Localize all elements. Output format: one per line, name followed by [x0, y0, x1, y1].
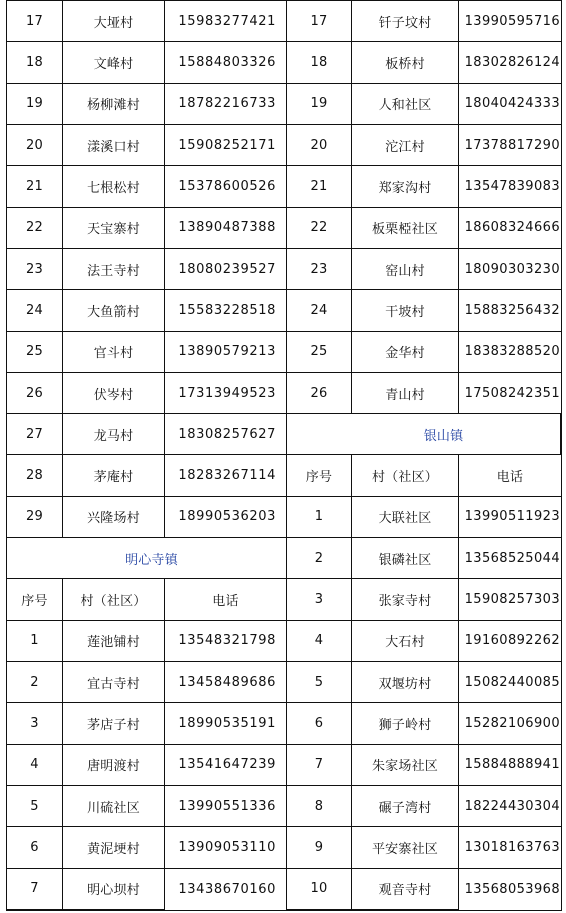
- phone-cell: 18080239527: [165, 249, 287, 290]
- seq-cell: 18: [7, 42, 63, 83]
- village-cell: 银磷社区: [352, 538, 459, 579]
- seq-cell: 25: [7, 332, 63, 373]
- village-cell: 黄泥埂村: [63, 827, 165, 868]
- phone-cell: 13548321798: [165, 621, 287, 662]
- village-cell: 金华村: [352, 332, 459, 373]
- phone-cell: 15884888941: [459, 745, 561, 786]
- seq-cell: 22: [7, 208, 63, 249]
- header-phone: 电话: [165, 579, 287, 620]
- seq-cell: 4: [7, 745, 63, 786]
- seq-cell: 8: [287, 786, 352, 827]
- village-cell: 碾子湾村: [352, 786, 459, 827]
- phone-cell: 15884803326: [165, 42, 287, 83]
- seq-cell: 24: [7, 290, 63, 331]
- phone-cell: 18782216733: [165, 84, 287, 125]
- seq-cell: 20: [7, 125, 63, 166]
- left-table-half: [6, 0, 287, 911]
- phone-cell: 13568525044: [459, 538, 561, 579]
- seq-cell: 2: [287, 538, 352, 579]
- phone-cell: 18040424333: [459, 84, 561, 125]
- seq-cell: 7: [287, 745, 352, 786]
- village-cell: 大联社区: [352, 497, 459, 538]
- village-cell: 龙马村: [63, 414, 165, 455]
- village-cell: 板栗椏社区: [352, 208, 459, 249]
- phone-cell: 15908257303: [459, 579, 561, 620]
- phone-cell: 13990551336: [165, 786, 287, 827]
- village-cell: 明心坝村: [63, 869, 165, 910]
- village-cell: 漾溪口村: [63, 125, 165, 166]
- seq-cell: 2: [7, 662, 63, 703]
- phone-cell: 18090303230: [459, 249, 561, 290]
- village-cell: 杨柳滩村: [63, 84, 165, 125]
- village-cell: 张家寺村: [352, 579, 459, 620]
- town-heading: 银山镇: [287, 414, 561, 455]
- phone-cell: 15378600526: [165, 166, 287, 207]
- village-cell: 狮子岭村: [352, 703, 459, 744]
- phone-cell: 15983277421: [165, 1, 287, 42]
- phone-cell: 15908252171: [165, 125, 287, 166]
- phone-cell: 17313949523: [165, 373, 287, 414]
- header-seq: 序号: [287, 455, 352, 496]
- village-cell: 文峰村: [63, 42, 165, 83]
- seq-cell: 23: [7, 249, 63, 290]
- village-cell: 宜古寺村: [63, 662, 165, 703]
- seq-cell: 26: [7, 373, 63, 414]
- phone-cell: 18990535191: [165, 703, 287, 744]
- village-cell: 青山村: [352, 373, 459, 414]
- village-cell: 干坡村: [352, 290, 459, 331]
- phone-cell: 13018163763: [459, 827, 561, 868]
- phone-cell: 19160892262: [459, 621, 561, 662]
- right-table-half: [287, 0, 562, 911]
- village-cell: 唐明渡村: [63, 745, 165, 786]
- village-cell: 茅店子村: [63, 703, 165, 744]
- phone-cell: 13890487388: [165, 208, 287, 249]
- seq-cell: 7: [7, 869, 63, 910]
- village-cell: 平安寨社区: [352, 827, 459, 868]
- village-cell: 天宝寨村: [63, 208, 165, 249]
- seq-cell: 9: [287, 827, 352, 868]
- seq-cell: 26: [287, 373, 352, 414]
- village-cell: 钎子坟村: [352, 1, 459, 42]
- village-cell: 朱家场社区: [352, 745, 459, 786]
- phone-cell: 18308257627: [165, 414, 287, 455]
- seq-cell: 4: [287, 621, 352, 662]
- seq-cell: 23: [287, 249, 352, 290]
- seq-cell: 25: [287, 332, 352, 373]
- seq-cell: 5: [287, 662, 352, 703]
- seq-cell: 19: [287, 84, 352, 125]
- seq-cell: 29: [7, 497, 63, 538]
- village-cell: 板桥村: [352, 42, 459, 83]
- phone-cell: 15282106900: [459, 703, 561, 744]
- village-cell: 郑家沟村: [352, 166, 459, 207]
- village-cell: 大鱼箭村: [63, 290, 165, 331]
- village-cell: 法王寺村: [63, 249, 165, 290]
- seq-cell: 3: [7, 703, 63, 744]
- phone-cell: 13541647239: [165, 745, 287, 786]
- seq-cell: 21: [287, 166, 352, 207]
- seq-cell: 10: [287, 869, 352, 910]
- phone-cell: 18302826124: [459, 42, 561, 83]
- village-cell: 川硫社区: [63, 786, 165, 827]
- seq-cell: 6: [7, 827, 63, 868]
- town-heading: 明心寺镇: [7, 538, 287, 579]
- village-cell: 兴隆场村: [63, 497, 165, 538]
- phone-cell: 15883256432: [459, 290, 561, 331]
- seq-cell: 22: [287, 208, 352, 249]
- seq-cell: 17: [287, 1, 352, 42]
- phone-cell: 13990511923: [459, 497, 561, 538]
- header-village: 村（社区）: [352, 455, 459, 496]
- seq-cell: 17: [7, 1, 63, 42]
- village-cell: 窑山村: [352, 249, 459, 290]
- phone-cell: 15082440085: [459, 662, 561, 703]
- header-village: 村（社区）: [63, 579, 165, 620]
- header-phone: 电话: [459, 455, 561, 496]
- phone-cell: 18224430304: [459, 786, 561, 827]
- seq-cell: 20: [287, 125, 352, 166]
- village-cell: 茅庵村: [63, 455, 165, 496]
- seq-cell: 1: [7, 621, 63, 662]
- phone-cell: 18383288520: [459, 332, 561, 373]
- phone-cell: 18608324666: [459, 208, 561, 249]
- phone-cell: 13990595716: [459, 1, 561, 42]
- village-cell: 大垭村: [63, 1, 165, 42]
- village-cell: 官斗村: [63, 332, 165, 373]
- village-cell: 人和社区: [352, 84, 459, 125]
- phone-cell: 13438670160: [165, 869, 287, 910]
- phone-cell: 18283267114: [165, 455, 287, 496]
- seq-cell: 24: [287, 290, 352, 331]
- seq-cell: 21: [7, 166, 63, 207]
- seq-cell: 18: [287, 42, 352, 83]
- village-cell: 大石村: [352, 621, 459, 662]
- phone-cell: 13890579213: [165, 332, 287, 373]
- phone-cell: 13458489686: [165, 662, 287, 703]
- village-cell: 莲池铺村: [63, 621, 165, 662]
- phone-cell: 17508242351: [459, 373, 561, 414]
- phone-cell: 18990536203: [165, 497, 287, 538]
- seq-cell: 3: [287, 579, 352, 620]
- seq-cell: 6: [287, 703, 352, 744]
- phone-cell: 13547839083: [459, 166, 561, 207]
- contact-table: [6, 0, 560, 909]
- header-seq: 序号: [7, 579, 63, 620]
- seq-cell: 1: [287, 497, 352, 538]
- seq-cell: 28: [7, 455, 63, 496]
- village-cell: 沱江村: [352, 125, 459, 166]
- village-cell: 观音寺村: [352, 869, 459, 910]
- phone-cell: 13568053968: [464, 881, 560, 897]
- phone-cell: 15583228518: [165, 290, 287, 331]
- phone-cell: 13909053110: [165, 827, 287, 868]
- village-cell: 伏岑村: [63, 373, 165, 414]
- seq-cell: 5: [7, 786, 63, 827]
- seq-cell: 19: [7, 84, 63, 125]
- village-cell: 双堰坊村: [352, 662, 459, 703]
- phone-cell: 17378817290: [459, 125, 561, 166]
- village-cell: 七根松村: [63, 166, 165, 207]
- seq-cell: 27: [7, 414, 63, 455]
